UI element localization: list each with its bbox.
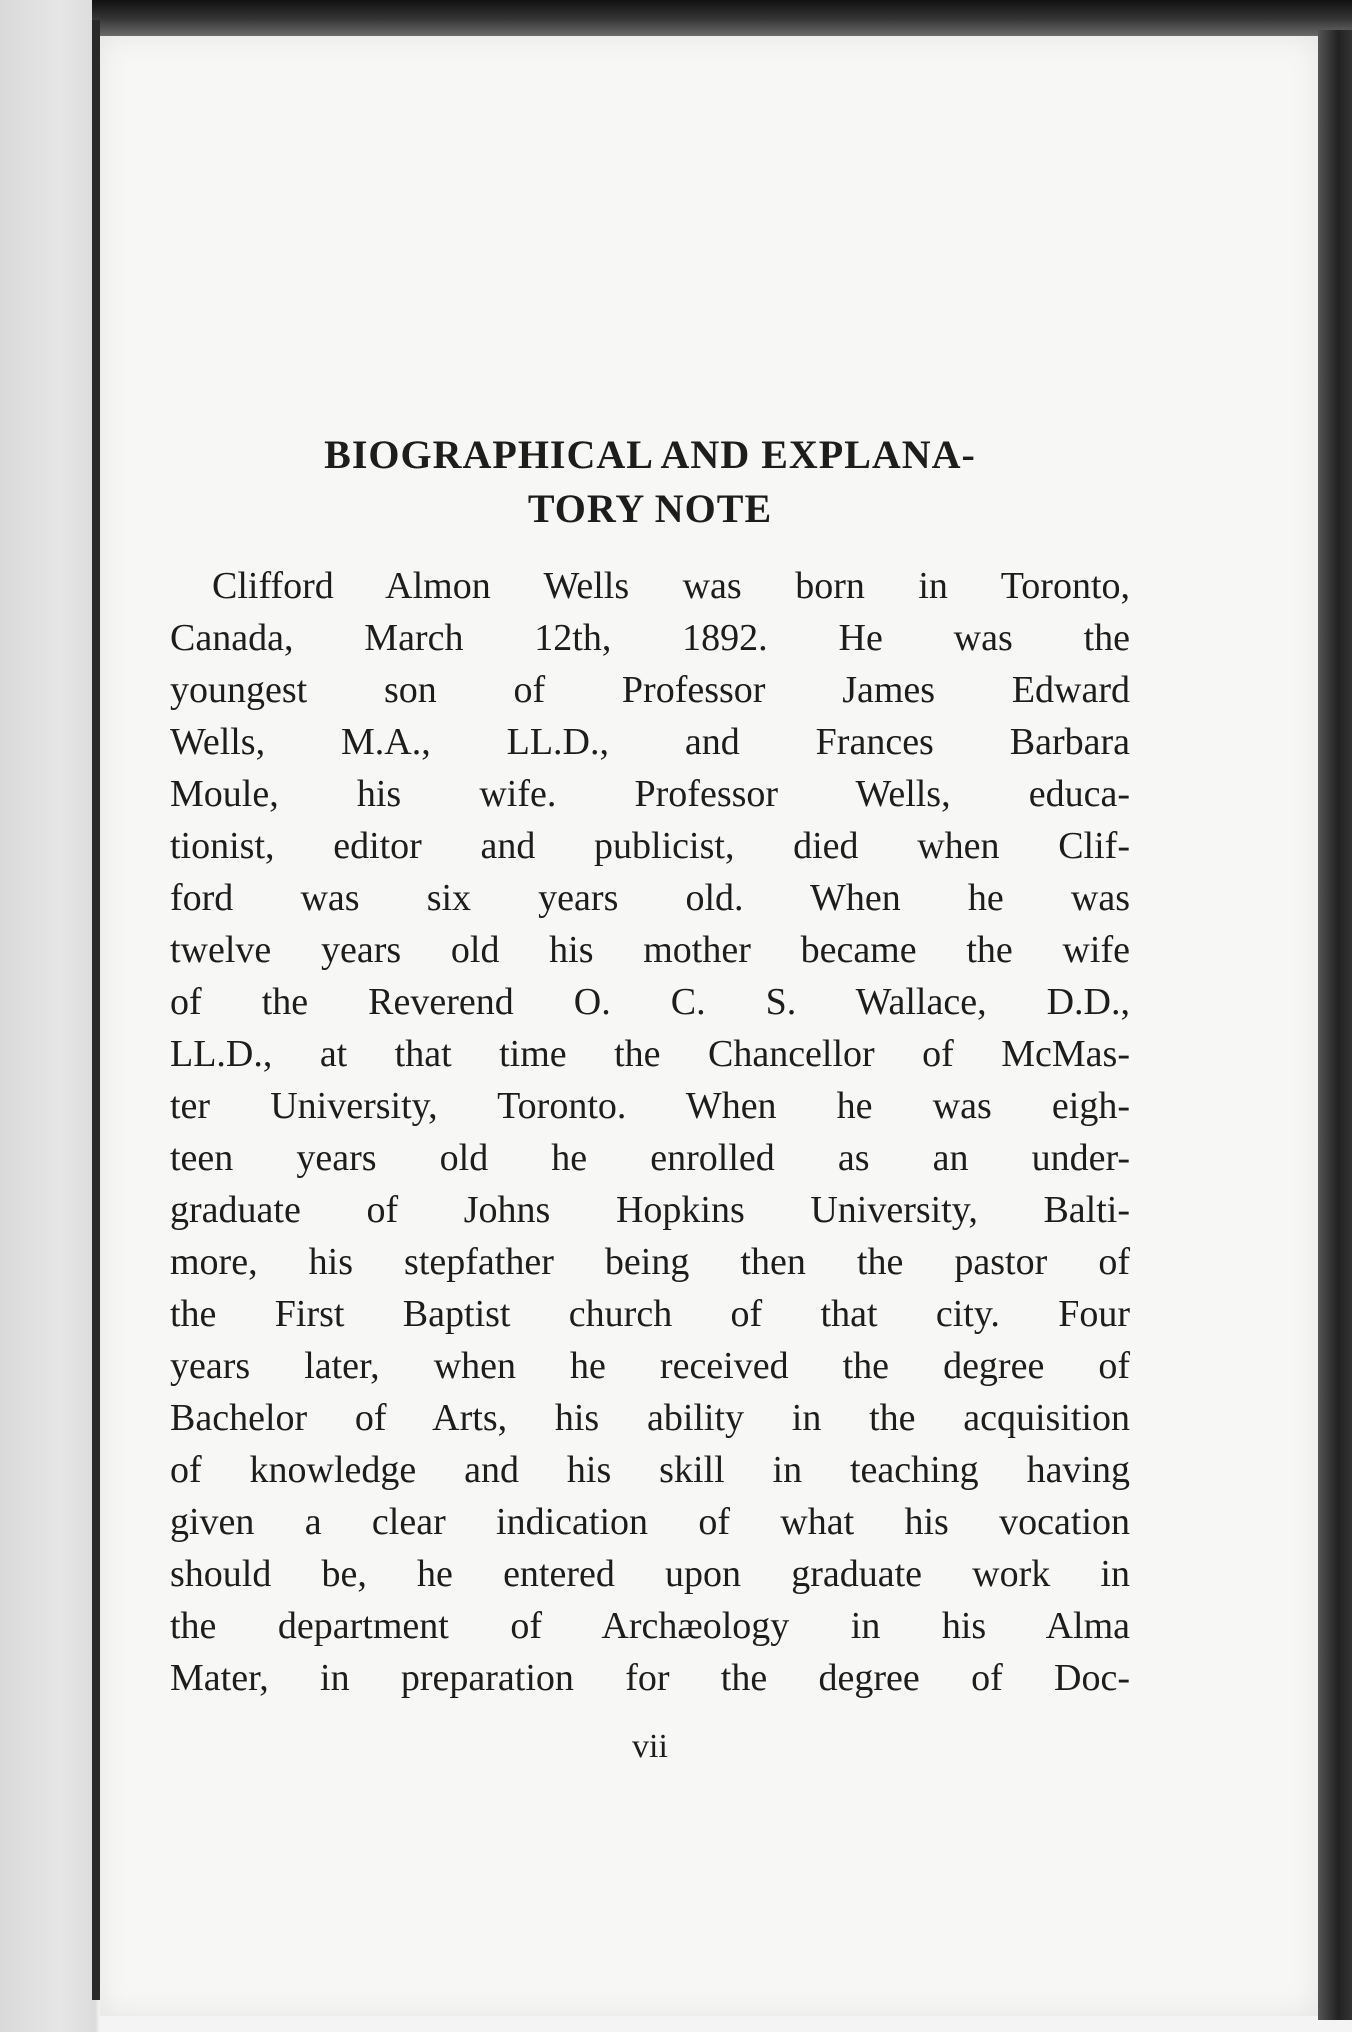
book-page [100,36,1318,2016]
text-line: of knowledge and his skill in teaching having [170,1449,1130,1491]
page-number: vii [632,1728,668,1765]
text-line: twelve years old his mother became the wife [170,929,1130,971]
text-line: Canada, March 12th, 1892. He was the [170,617,1130,659]
text-line: should be, he entered upon graduate work in [170,1553,1130,1595]
text-line: Clifford Almon Wells was born in Toronto, [212,565,1130,607]
text-line: ford was six years old. When he was [170,877,1130,919]
biographical-paragraph [170,560,1130,1704]
text-line: given a clear indication of what his vocation [170,1501,1130,1543]
text-line: the department of Archæology in his Alma [170,1605,1130,1647]
text-line: teen years old he enrolled as an under- [170,1137,1130,1179]
text-line: years later, when he received the degree of [170,1345,1130,1387]
section-title [170,428,1130,536]
right-edge-shadow [1318,30,1352,2020]
text-line: LL.D., at that time the Chancellor of McMas- [170,1033,1130,1075]
text-line: more, his stepfather being then the pastor of [170,1241,1130,1283]
text-line: Moule, his wife. Professor Wells, educa- [170,773,1130,815]
top-edge-shadow [92,0,1352,36]
page-content [170,428,1130,1765]
text-line: tionist, editor and publicist, died when Clif- [170,825,1130,867]
text-line: the First Baptist church of that city. Four [170,1293,1130,1335]
text-line: of the Reverend O. C. S. Wallace, D.D., [170,981,1130,1023]
text-line: graduate of Johns Hopkins University, Balti- [170,1189,1130,1231]
text-line: ter University, Toronto. When he was eigh- [170,1085,1130,1127]
text-line: Mater, in preparation for the degree of Doc- [170,1657,1130,1699]
text-line: Wells, M.A., LL.D., and Frances Barbara [170,721,1130,763]
title-line: TORY NOTE [527,486,773,531]
binding-edge [92,20,100,2000]
text-line: youngest son of Professor James Edward [170,669,1130,711]
text-line: Bachelor of Arts, his ability in the acquisition [170,1397,1130,1439]
title-line: BIOGRAPHICAL AND EXPLANA- [324,432,976,477]
